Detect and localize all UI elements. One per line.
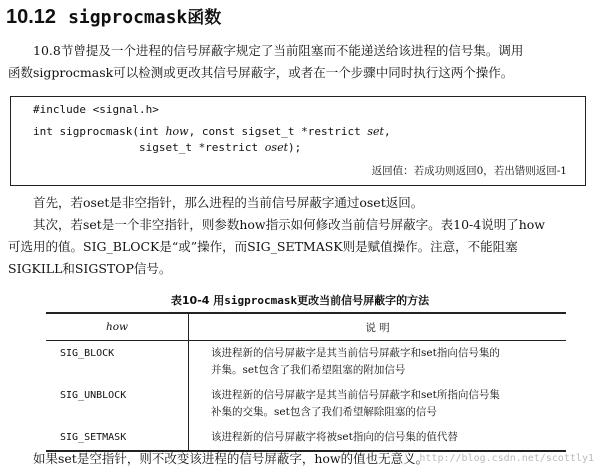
header-description: 说 明 — [189, 313, 567, 341]
how-values-table — [46, 312, 566, 452]
table-caption — [0, 292, 600, 308]
param-oset: oset — [264, 141, 288, 154]
table-caption-func: sigprocmask — [224, 294, 298, 307]
how-description — [189, 341, 567, 384]
param-set: set — [367, 125, 384, 138]
code-proto-end: , — [383, 125, 391, 138]
how-value: SIG_UNBLOCK — [46, 383, 189, 425]
param-how: how — [165, 125, 189, 138]
table-caption-post: 更改当前信号屏蔽字的方法 — [297, 294, 430, 307]
section-title-suffix: 函数 — [187, 8, 222, 28]
intro-line-1: 10.8节曾提及一个进程的信号屏蔽字规定了当前阻塞而不能递送给该进程的信号集。调用 — [33, 43, 524, 58]
how-value: SIG_SETMASK — [46, 425, 189, 451]
code-prototype-line — [33, 125, 391, 138]
body-paragraph-2-line-1: 其次，若set是一个非空指针，则参数how指示如何修改当前信号屏蔽字。表10-4说明了how — [33, 217, 545, 232]
description-line: 并集。set包含了我们希望阻塞的附加信号 — [211, 364, 406, 376]
header-how: how — [46, 313, 189, 341]
function-prototype-box — [10, 96, 586, 186]
watermark: http://blog.csdn.net/scottly1 — [419, 453, 594, 464]
intro-line-2: 函数sigprocmask可以检测或更改其信号屏蔽字，或者在一个步骤中同时执行这两个操作。 — [8, 65, 514, 80]
code-line3-end: ); — [288, 141, 302, 154]
description-line: 补集的交集。set包含了我们希望解除阻塞的信号 — [211, 406, 437, 418]
intro-paragraph — [8, 40, 594, 62]
code-line3-start: sigset_t *restrict — [33, 141, 265, 154]
intro-paragraph-cont — [8, 62, 594, 84]
footer-paragraph: 如果set是空指针，则不改变该进程的信号屏蔽字，how的值也无意义。 — [33, 451, 429, 466]
section-title: sigprocmask — [68, 7, 188, 28]
table-caption-pre: 表10-4 用 — [170, 294, 225, 307]
body-paragraph-2-line-2: 可选用的值。SIG_BLOCK是“或”操作，而SIG_SETMASK则是赋值操作。注意，不能阻塞 — [8, 239, 518, 254]
how-description — [189, 383, 567, 425]
code-proto-start: int sigprocmask(int — [33, 125, 166, 138]
table-row — [46, 383, 566, 425]
body-paragraph-1: 首先，若oset是非空指针，那么进程的当前信号屏蔽字通过oset返回。 — [33, 195, 424, 210]
how-value: SIG_BLOCK — [46, 341, 189, 384]
return-value-note: 返回值：若成功则返回0，若出错则返回-1 — [371, 165, 567, 177]
description-line: 该进程新的信号屏蔽字是其当前信号屏蔽字和set所指向信号集 — [211, 389, 500, 401]
table-header-row — [46, 313, 566, 341]
table-row — [46, 341, 566, 384]
section-number: 10.12 — [6, 6, 57, 28]
code-include-line: #include <signal.h> — [33, 103, 159, 116]
code-prototype-line-2 — [33, 141, 301, 154]
code-proto-mid: , const sigset_t *restrict — [188, 125, 368, 138]
section-heading — [6, 3, 221, 33]
body-paragraph-2-line-3: SIGKILL和SIGSTOP信号。 — [8, 261, 172, 276]
description-line: 该进程新的信号屏蔽字将被set指向的信号集的值代替 — [211, 431, 458, 443]
description-line: 该进程新的信号屏蔽字是其当前信号屏蔽字和set指向信号集的 — [211, 347, 500, 359]
